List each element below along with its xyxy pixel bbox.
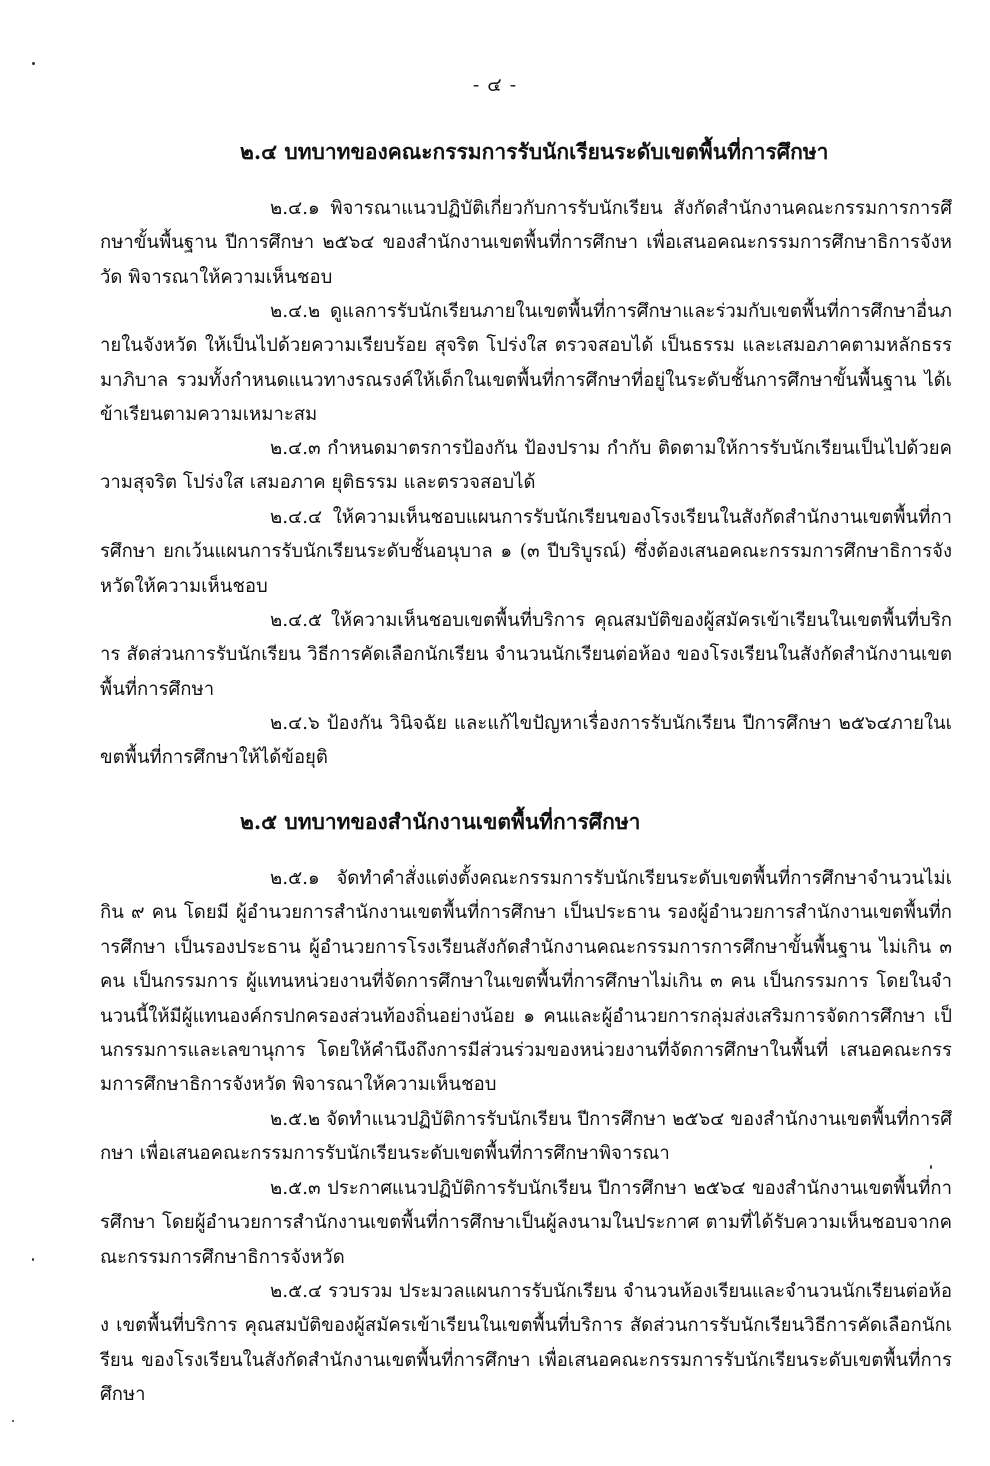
paragraph-2-4-5: ๒.๔.๕ ให้ความเห็นชอบเขตพื้นที่บริการ คุณสมบัติของผู้สมัครเข้าเรียนในเขตพื้นที่บริการ สัดส่วนการรับนักเรียน วิธีการคัดเลือกนักเรียน จำนวนนักเรียนต่อห้อง ของโรงเรียนในสังกัดสำนักงานเขตพื้นที่การศึกษา xyxy=(100,610,952,700)
paragraph-2-5-2: ๒.๕.๒ จัดทำแนวปฏิบัติการรับนักเรียน ปีการศึกษา ๒๕๖๔ ของสำนักงานเขตพื้นที่การศึกษา เพื่อเสนอคณะกรรมการรับนักเรียนระดับเขตพื้นที่การศึกษาพิจารณา xyxy=(100,1109,952,1165)
paragraph-2-4-2: ๒.๔.๒ ดูแลการรับนักเรียนภายในเขตพื้นที่การศึกษาและร่วมกับเขตพื้นที่การศึกษาอื่นภายในจังหวัด ให้เป็นไปด้วยความเรียบร้อย สุจริต โปร่งใส ตรวจสอบได้ เป็นธรรม และเสมอภาคตามหลักธรรมาภิบาล รวมทั้งกำหนดแนวทางรณรงค์ให้เด็กในเขตพื้นที่การศึกษาที่อยู่ในระดับชั้นการศึกษาขั้นพื้นฐาน ได้เข้าเรียนตามความเหมาะสม xyxy=(100,301,952,426)
paragraph-2-5-1: ๒.๕.๑ จัดทำคำสั่งแต่งตั้งคณะกรรมการรับนักเรียนระดับเขตพื้นที่การศึกษาจำนวนไม่เกิน ๙ คน โดยมี ผู้อำนวยการสำนักงานเขตพื้นที่การศึกษา เป็นประธาน รองผู้อำนวยการสำนักงานเขตพื้นที่การศึกษา เป็นรองประธาน ผู้อำนวยการโรงเรียนสังกัดสำนักงานคณะกรรมการการศึกษาขั้นพื้นฐาน ไม่เกิน ๓ คน เป็นกรรมการ ผู้แทนหน่วยงานที่จัดการศึกษาในเขตพื้นที่การศึกษาไม่เกิน ๓ คน เป็นกรรมการ โดยในจำนวนนี้ให้มีผู้แทนองค์กรปกครองส่วนท้องถิ่นอย่างน้อย ๑ คนและผู้อำนวยการกลุ่มส่งเสริมการจัดการศึกษา เป็นกรรมการและเลขานุการ โดยให้คำนึงถึงการมีส่วนร่วมของหน่วยงานที่จัดการศึกษาในพื้นที่ เสนอคณะกรรมการศึกษาธิการจังหวัด พิจารณาให้ความเห็นชอบ xyxy=(100,868,952,1096)
paragraph-2-4-1: ๒.๔.๑ พิจารณาแนวปฏิบัติเกี่ยวกับการรับนักเรียน สังกัดสำนักงานคณะกรรมการการศึกษาขั้นพื้นฐาน ปีการศึกษา ๒๕๖๔ ของสำนักงานเขตพื้นที่การศึกษา เพื่อเสนอคณะกรรมการศึกษาธิการจังหวัด พิจารณาให้ความเห็นชอบ xyxy=(100,198,952,288)
paragraph-2-4-3: ๒.๔.๓ กำหนดมาตรการป้องกัน ป้องปราม กำกับ ติดตามให้การรับนักเรียนเป็นไปด้วยความสุจริต โปร่งใส เสมอภาค ยุติธรรม และตรวจสอบได้ xyxy=(100,438,952,494)
paragraph-2-4-6: ๒.๔.๖ ป้องกัน วินิจฉัย และแก้ไขปัญหาเรื่องการรับนักเรียน ปีการศึกษา ๒๕๖๔ภายในเขตพื้นที่การศึกษาให้ได้ข้อยุติ xyxy=(100,713,952,769)
paragraph-2-4-4: ๒.๔.๔ ให้ความเห็นชอบแผนการรับนักเรียนของโรงเรียนในสังกัดสำนักงานเขตพื้นที่การศึกษา ยกเว้นแผนการรับนักเรียนระดับชั้นอนุบาล ๑ (๓ ปีบริบูรณ์) ซึ่งต้องเสนอคณะกรรมการศึกษาธิการจังหวัดให้ความเห็นชอบ xyxy=(100,507,952,597)
paragraph-2-5-4: ๒.๕.๔ รวบรวม ประมวลแผนการรับนักเรียน จำนวนห้องเรียนและจำนวนนักเรียนต่อห้อง เขตพื้นที่บริการ คุณสมบัติของผู้สมัครเข้าเรียนในเขตพื้นที่บริการ สัดส่วนการรับนักเรียนวิธีการคัดเลือกนักเรียน ของโรงเรียนในสังกัดสำนักงานเขตพื้นที่การศึกษา เพื่อเสนอคณะกรรมการรับนักเรียนระดับเขตพื้นที่การศึกษา xyxy=(100,1281,952,1406)
scan-speck xyxy=(930,1165,932,1169)
section-heading-2-5: ๒.๕ บทบาทของสำนักงานเขตพื้นที่การศึกษา xyxy=(240,809,641,834)
section-heading-2-4: ๒.๔ บทบาทของคณะกรรมการรับนักเรียนระดับเขตพื้นที่การศึกษา xyxy=(240,139,829,164)
page-number: - ๔ - xyxy=(472,74,518,96)
paragraph-2-5-3: ๒.๕.๓ ประกาศแนวปฏิบัติการรับนักเรียน ปีการศึกษา ๒๕๖๔ ของสำนักงานเขตพื้นที่การศึกษา โดยผู้อำนวยการสำนักงานเขตพื้นที่การศึกษาเป็นผู้ลงนามในประกาศ ตามที่ได้รับความเห็นชอบจากคณะกรรมการศึกษาธิการจังหวัด xyxy=(100,1178,952,1268)
scan-speck xyxy=(32,62,35,65)
scan-speck xyxy=(32,1258,34,1261)
scan-speck xyxy=(12,1420,14,1422)
